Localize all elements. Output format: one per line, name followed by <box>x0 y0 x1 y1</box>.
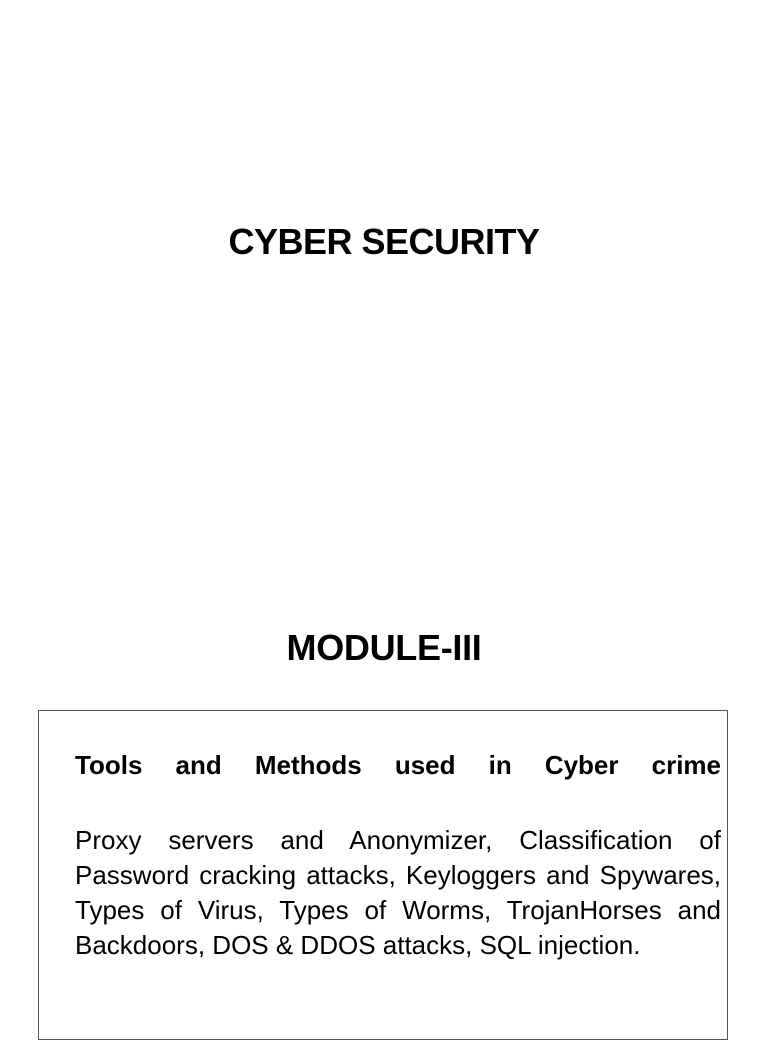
syllabus-box <box>38 710 728 1040</box>
module-heading: MODULE-III <box>286 627 482 668</box>
slide-title: CYBER SECURITY <box>228 221 540 262</box>
syllabus-heading: Tools and Methods used in Cyber crime <box>75 750 721 780</box>
syllabus-topics: Proxy servers and Anonymizer, Classification of Password cracking attacks, Keyloggers and Spywares, Types of Virus, Types of Worms, TrojanHorses and Backdoors, DOS & DDOS attacks, SQL injection. <box>75 825 721 960</box>
